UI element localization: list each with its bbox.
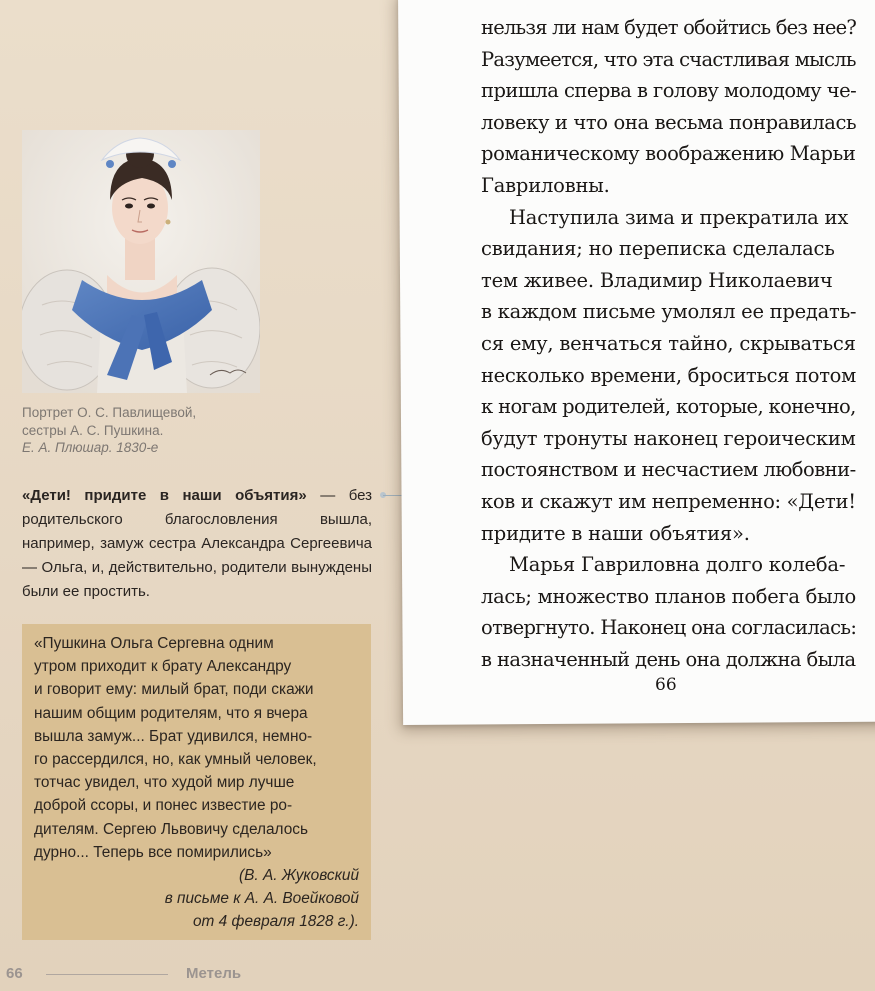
- book-line: постоянством и несчастием любовни-: [481, 458, 856, 482]
- book-line: ков и скажут им непременно: «Дети!: [481, 489, 856, 513]
- book-line: в каждом письме умолял ее предать-: [481, 300, 857, 324]
- quote-line: тотчас увидел, что худой мир лучше: [34, 774, 295, 792]
- caption-line: сестры А. С. Пушкина.: [22, 422, 164, 438]
- book-line: Гавриловны.: [481, 173, 610, 197]
- book-line: Наступила зима и прекратила их: [509, 205, 849, 229]
- margin-note: [22, 484, 372, 604]
- book-page-number: 66: [655, 675, 677, 695]
- footer-rule: [46, 974, 168, 975]
- book-line: романическому воображению Марьи: [481, 142, 856, 166]
- footer-chapter-title: Метель: [186, 965, 242, 982]
- quote-line: дурно... Теперь все помирились»: [34, 843, 272, 861]
- book-line: лась; множество планов побега было: [481, 584, 856, 608]
- quote-line: утром приходит к брату Александру: [34, 658, 292, 676]
- caption-line: Портрет О. С. Павлищевой,: [22, 405, 197, 420]
- book-line: тем живее. Владимир Николаевич: [481, 268, 833, 292]
- quote-signature: [34, 864, 359, 934]
- quote-line: доброй ссоры, и понес известие ро-: [34, 797, 293, 815]
- book-line: пришла сперва в голову молодому че-: [481, 79, 857, 103]
- quote-text: [34, 632, 359, 864]
- caption-credit: Е. А. Плюшар. 1830-е: [22, 440, 159, 455]
- book-line: придите в наши объятия».: [481, 521, 750, 545]
- quote-signature-line: от 4 февраля 1828 г.).: [192, 913, 359, 931]
- quote-box: [22, 624, 371, 940]
- book-line: свидания; но переписка сделалась: [481, 237, 835, 261]
- portrait-image: [22, 130, 260, 393]
- book-line: Марья Гавриловна долго колеба-: [509, 553, 846, 577]
- quote-signature-line: (В. А. Жуковский: [239, 867, 359, 885]
- margin-note-text: — без родительского благословления вышла, например, замуж сестра Александра Сергеевича — Ольга, и, действительно, родители вынуждены были ее простить.: [22, 487, 373, 600]
- book-line: ловеку и что она весьма понравилась: [481, 110, 857, 134]
- book-line: нельзя ли нам будет обойтись без нее?: [481, 16, 856, 39]
- margin-note-quote: «Дети! придите в наши объятия»: [22, 487, 307, 504]
- book-line: несколько времени, броситься потом: [481, 363, 856, 387]
- book-line: ся ему, венчаться тайно, скрываться: [481, 331, 856, 355]
- book-line: к ногам родителей, которые, конечно,: [481, 395, 856, 419]
- book-line: в назначенный день она должна была: [481, 647, 856, 671]
- book-line: отвергнуто. Наконец она согласилась:: [481, 616, 857, 640]
- quote-line: вышла замуж... Брат удивился, немно-: [34, 727, 313, 745]
- book-text: [481, 12, 856, 675]
- quote-line: и говорит ему: милый брат, поди скажи: [34, 681, 314, 699]
- portrait-caption: [22, 404, 262, 457]
- book-line: Разумеется, что эта счастливая мысль: [481, 47, 856, 71]
- quote-line: дителям. Сергею Львовичу сделалось: [34, 820, 308, 838]
- quote-line: го рассердился, но, как умный человек,: [34, 751, 317, 769]
- quote-line: нашим общим родителям, что я вчера: [34, 704, 308, 722]
- footer-page-number: 66: [6, 965, 23, 982]
- quote-signature-line: в письме к А. А. Воейковой: [164, 890, 359, 908]
- book-line: будут тронуты наконец героическим: [481, 426, 856, 450]
- quote-line: «Пушкина Ольга Сергевна одним: [34, 635, 274, 652]
